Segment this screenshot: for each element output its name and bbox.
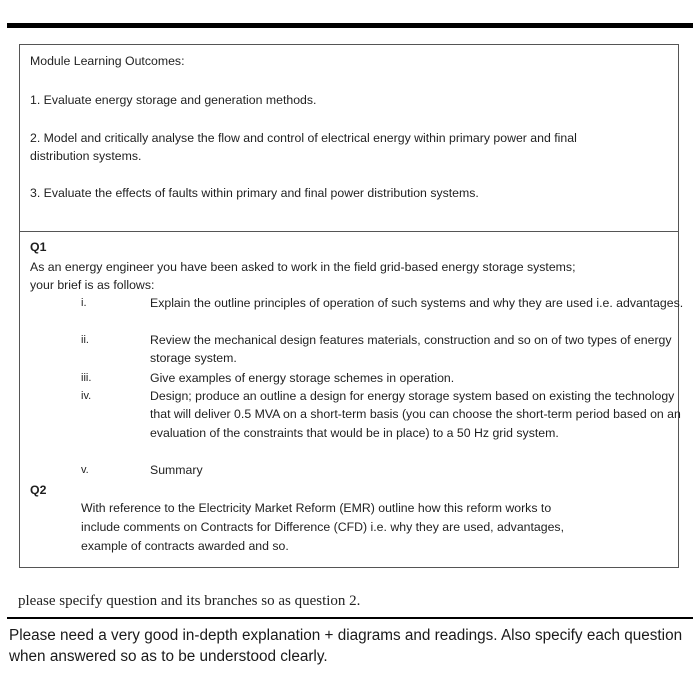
q2-line-3: example of contracts awarded and so. — [81, 539, 289, 553]
q1-intro-line-1: As an energy engineer you have been asked to work in the field grid-based energy storage systems; — [30, 260, 576, 274]
q2-label: Q2 — [30, 483, 47, 497]
q1-item-5-text: Summary — [150, 463, 203, 477]
request-text: Please need a very good in-depth explanation + diagrams and readings. Also specify each question when answered so as to be understood clearly. — [9, 627, 683, 665]
learning-outcomes-box — [19, 44, 679, 232]
outcomes-heading: Module Learning Outcomes: — [30, 54, 185, 68]
q1-item-3-numeral: iii. — [81, 372, 92, 384]
questions-box — [19, 232, 684, 568]
q1-item-5-numeral: v. — [81, 464, 89, 476]
q1-intro-line-2: your brief is as follows: — [30, 278, 155, 292]
outcome-2-line-2: distribution systems. — [30, 149, 142, 163]
q2-line-1: With reference to the Electricity Market Reform (EMR) outline how this reform works to — [81, 501, 552, 515]
q1-item-1-text: Explain the outline principles of operation of such systems and why they are used i.e. advantages. — [150, 296, 684, 310]
q1-item-4-numeral: iv. — [81, 390, 92, 402]
q1-item-2-text: Review the mechanical design features materials, construction and so on of two types of energy storage system. — [150, 333, 672, 366]
q1-label: Q1 — [30, 240, 47, 254]
q1-item-4-text: Design; produce an outline a design for energy storage system based on existing the technology that will deliver 0.5 MVA on a short-term basis (you can choose the short-term period based on an evaluation of the constraints that would be in place) to a 50 Hz grid system. — [150, 389, 681, 440]
specify-note: please specify question and its branches so as question 2. — [18, 593, 361, 609]
q2-line-2: include comments on Contracts for Difference (CFD) i.e. why they are used, advantages, — [81, 520, 564, 534]
q1-item-3-text: Give examples of energy storage schemes in operation. — [150, 371, 455, 385]
outcome-1: 1. Evaluate energy storage and generation methods. — [30, 93, 317, 107]
q1-item-2-numeral: ii. — [81, 334, 89, 346]
top-divider-bar — [7, 23, 693, 28]
outcome-2-line-1: 2. Model and critically analyse the flow and control of electrical energy within primary power and final — [30, 131, 577, 145]
bottom-divider — [7, 617, 693, 619]
q1-item-1-numeral: i. — [81, 297, 87, 309]
outcome-3: 3. Evaluate the effects of faults within primary and final power distribution systems. — [30, 186, 479, 200]
